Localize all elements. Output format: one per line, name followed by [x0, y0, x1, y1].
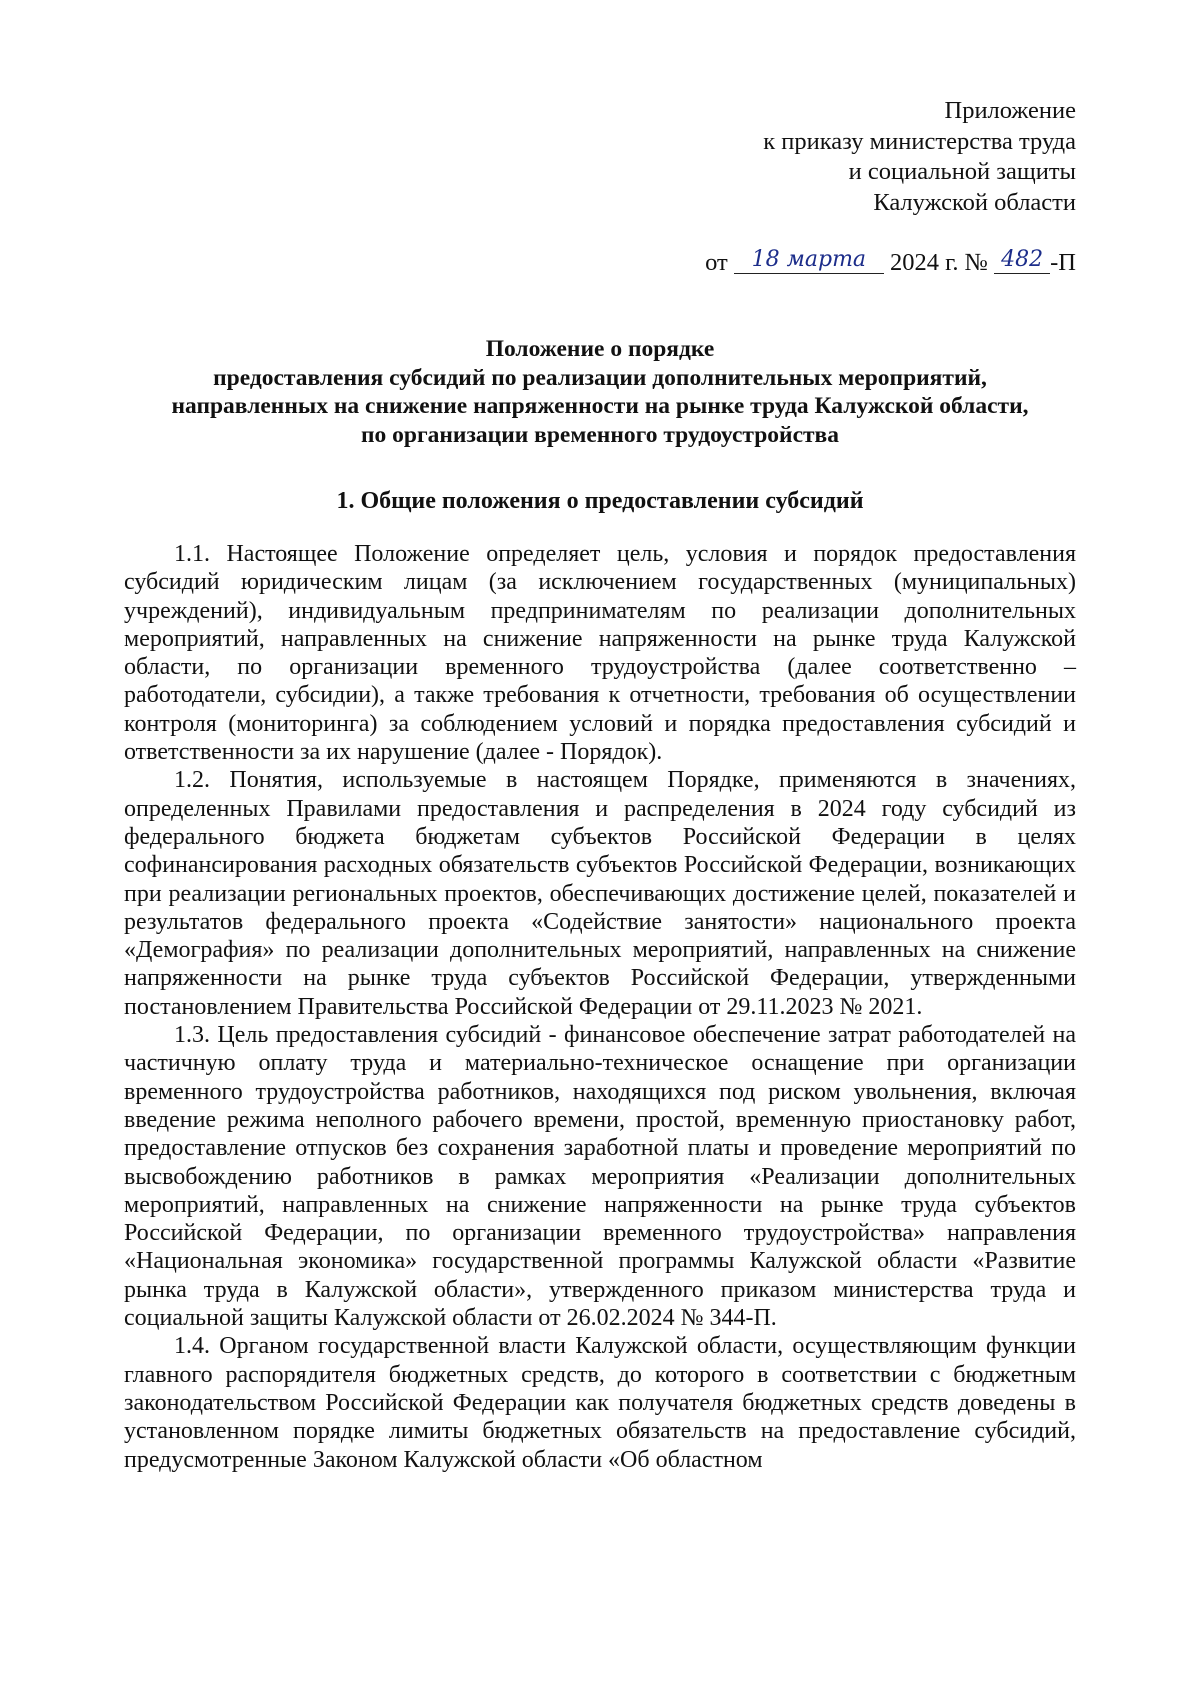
paragraph-1-4: 1.4. Органом государственной власти Калужской области, осуществляющим функции главного распорядителя бюджетных средств, до которого в соответствии с бюджетным законодательством Российской Федерации как получателя бюджетных средств доведены в установленном порядке лимиты бюджетных обязательств на предоставление субсидий, предусмотренные Законом Калужской области «Об областном	[124, 1333, 1076, 1473]
order-year: 2024 г. №	[889, 249, 989, 276]
appendix-line: и социальной защиты	[848, 158, 1076, 185]
title-line: по организации временного трудоустройства	[360, 421, 839, 448]
order-prefix: от	[705, 249, 728, 276]
appendix-line: Приложение	[944, 97, 1076, 124]
appendix-line: Калужской области	[873, 188, 1076, 216]
order-number-handwritten: 482	[994, 247, 1050, 274]
title-line: Положение о порядке	[485, 336, 715, 362]
document-body	[124, 540, 1076, 1474]
order-suffix: -П	[1050, 249, 1076, 276]
document-title	[124, 335, 1076, 449]
paragraph-1-2: 1.2. Понятия, используемые в настоящем Порядке, применяются в значениях, определенных Правилами предоставления и распределения в 2024 году субсидий из федерального бюджета бюджетам субъектов Российской Федерации в целях софинансирования расходных обязательств субъектов Российской Федерации, возникающих при реализации региональных проектов, обеспечивающих достижение целей, показателей и результатов федерального проекта «Содействие занятости» национального проекта «Демография» по реализации дополнительных мероприятий, направленных на снижение напряженности на рынке труда субъектов Российской Федерации, утвержденными постановлением Правительства Российской Федерации от 29.11.2023 № 2021.	[124, 767, 1076, 1020]
appendix-line: к приказу министерства труда	[763, 127, 1076, 155]
paragraph-1-1: 1.1. Настоящее Положение определяет цель, условия и порядок предоставления субсидий юридическим лицам (за исключением государственных (муниципальных) учреждений), индивидуальным предпринимателям по реализации дополнительных мероприятий, направленных на снижение напряженности на рынке труда Калужской области, по организации временного трудоустройства (далее соответственно – работодатели, субсидии), а также требования к отчетности, требования об осуществлении контроля (мониторинга) за соблюдением условий и порядка предоставления субсидий и ответственности за их нарушение (далее - Порядок).	[124, 541, 1076, 766]
section-heading: 1. Общие положения о предоставлении субсидий	[336, 488, 864, 514]
order-date-handwritten: 18 марта	[734, 247, 884, 274]
appendix-block	[763, 96, 1076, 218]
title-line: направленных на снижение напряженности на рынке труда Калужской области,	[171, 393, 1029, 419]
order-reference	[705, 248, 1076, 278]
paragraph-1-3: 1.3. Цель предоставления субсидий - финансовое обеспечение затрат работодателей на частичную оплату труда и материально-техническое оснащение при организации временного трудоустройства работников, находящихся под риском увольнения, включая введение режима неполного рабочего времени, простой, временную приостановку работ, предоставление отпусков без сохранения заработной платы и проведение мероприятий по высвобождению работников в рамках мероприятия «Реализации дополнительных мероприятий, направленных на снижение напряженности на рынке труда субъектов Российской Федерации, по организации временного трудоустройства» направления «Национальная экономика» государственной программы Калужской области «Развитие рынка труда в Калужской области», утвержденного приказом министерства труда и социальной защиты Калужской области от 26.02.2024 № 344-П.	[124, 1022, 1076, 1332]
title-line: предоставления субсидий по реализации дополнительных мероприятий,	[213, 364, 987, 391]
